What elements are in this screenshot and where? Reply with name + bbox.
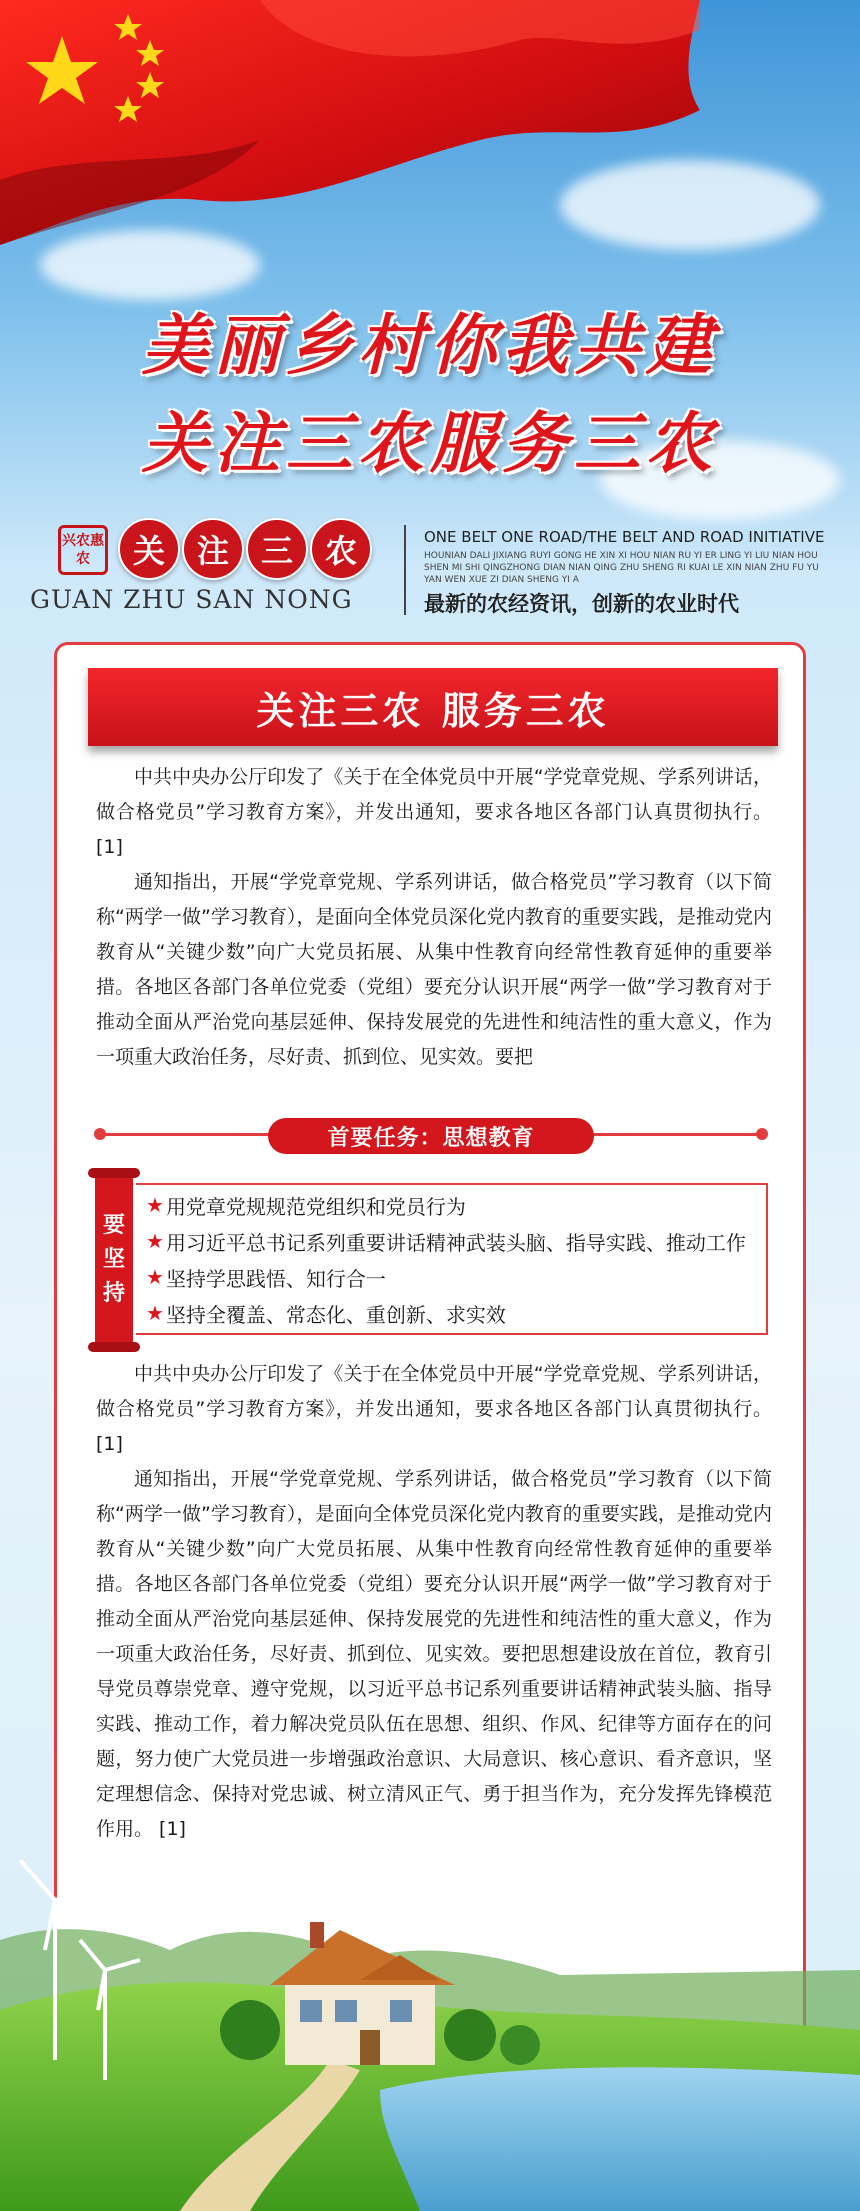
logo-circles xyxy=(118,518,372,580)
logo-circle-char: 注 xyxy=(182,518,244,580)
section-divider-dot xyxy=(756,1128,768,1140)
list-item xyxy=(146,1223,756,1259)
list-item-text: 坚持全覆盖、常态化、重创新、求实效 xyxy=(165,1302,506,1327)
seal-logo: 兴农惠农 xyxy=(58,525,108,575)
slogan: 最新的农经资讯，创新的农业时代 xyxy=(424,592,739,616)
scroll-char: 持 xyxy=(102,1281,125,1306)
countryside-landscape-image xyxy=(0,1860,860,2211)
section-title: 首要任务：思想教育 xyxy=(268,1118,594,1154)
list-item xyxy=(146,1295,756,1331)
pinyin-small-text: HOUNIAN DALI JIXIANG RUYI GONG HE XIN XI HOU NIAN RU YI ER LING YI LIU NIAN HOU SHEN MI SHI QINGZHONG DIAN NIAN QING ZHU SHENG RI KUAI LE XIN NIAN ZHU FU YU YAN WEN XUE ZI DIAN SHENG YI A xyxy=(424,551,819,585)
star-icon: ★ xyxy=(146,1265,164,1289)
scroll-label xyxy=(92,1172,136,1348)
star-icon: ★ xyxy=(146,1193,164,1217)
star-icon: ★ xyxy=(146,1229,164,1253)
list-item-text: 用习近平总书记系列重要讲话精神武装头脑、指导实践、推动工作 xyxy=(165,1230,746,1255)
logo-circle-char: 关 xyxy=(118,518,180,580)
logo-circle-char: 三 xyxy=(246,518,308,580)
list-item xyxy=(146,1259,756,1295)
principle-list xyxy=(146,1187,756,1331)
paragraph-1: 中共中央办公厅印发了《关于在全体党员中开展“学党章党规、学系列讲话，做合格党员”学习教育方案》，并发出通知，要求各地区各部门认真贯彻执行。 [1] xyxy=(96,766,772,858)
paragraph-4: 通知指出，开展“学党章党规、学系列讲话，做合格党员”学习教育（以下简称“两学一做”学习教育），是面向全体党员深化党内教育的重要实践，是推动党内教育从“关键少数”向广大党员拓展、从集中性教育向经常性教育延伸的重要举措。各地区各部门各单位党委（党组）要充分认识开展“两学一做”学习教育对于推动全面从严治党向基层延伸、保持发展党的先进性和纯洁性的重大意义，作为一项重大政治任务，尽好责、抓到位、见实效。要把思想建设放在首位，教育引导党员尊崇党章、遵守党规，以习近平总书记系列重要讲话精神武装头脑、指导实践、推动工作，着力解决党员队伍在思想、组织、作风、纪律等方面存在的问题，努力使广大党员进一步增强政治意识、大局意识、核心意识、看齐意识，坚定理想信念、保持对党忠诚、树立清风正气、勇于担当作为，充分发挥先锋模范作用。 [1] xyxy=(96,1468,772,1840)
headline-line-2: 关注三农服务三农 xyxy=(142,405,718,482)
section-divider-dot xyxy=(94,1128,106,1140)
scroll-char: 要 xyxy=(102,1213,125,1238)
vertical-divider xyxy=(404,525,406,615)
headline-line-1: 美丽乡村你我共建 xyxy=(142,307,718,384)
list-item-text: 坚持学思践悟、知行合一 xyxy=(165,1266,386,1291)
panel-title: 关注三农 服务三农 xyxy=(88,668,778,746)
list-item xyxy=(146,1187,756,1223)
star-icon: ★ xyxy=(146,1301,164,1325)
scroll-char: 坚 xyxy=(102,1247,125,1272)
logo-pinyin: GUAN ZHU SAN NONG xyxy=(30,585,353,614)
paragraph-3: 中共中央办公厅印发了《关于在全体党员中开展“学党章党规、学系列讲话，做合格党员”学习教育方案》，并发出通知，要求各地区各部门认真贯彻执行。 [1] xyxy=(96,1363,772,1455)
list-item-text: 用党章党规规范党组织和党员行为 xyxy=(165,1194,466,1219)
paragraph-2: 通知指出，开展“学党章党规、学系列讲话，做合格党员”学习教育（以下简称“两学一做”学习教育），是面向全体党员深化党内教育的重要实践，是推动党内教育从“关键少数”向广大党员拓展、从集中性教育向经常性教育延伸的重要举措。各地区各部门各单位党委（党组）要充分认识开展“两学一做”学习教育对于推动全面从严治党向基层延伸、保持发展党的先进性和纯洁性的重大意义，作为一项重大政治任务，尽好责、抓到位、见实效。要把 xyxy=(96,871,772,1068)
logo-circle-char: 农 xyxy=(310,518,372,580)
english-title: ONE BELT ONE ROAD/THE BELT AND ROAD INITIATIVE xyxy=(424,528,825,546)
red-flag-image xyxy=(0,0,720,250)
